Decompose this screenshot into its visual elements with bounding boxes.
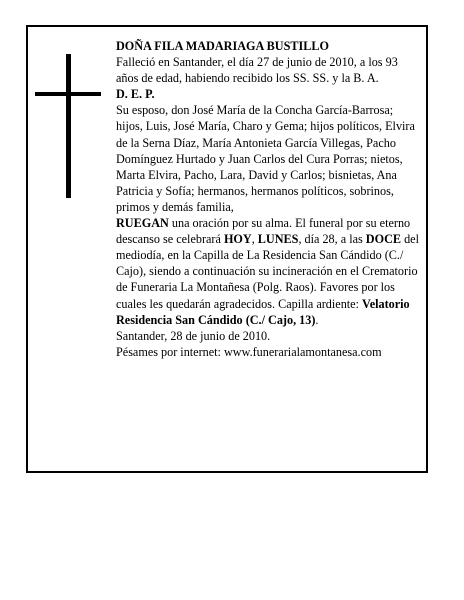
dep-heading: D. E. P. bbox=[116, 87, 155, 102]
condolences-website: Pésames por internet: www.funerarialamontanesa.com bbox=[116, 344, 382, 359]
cross-horizontal-bar bbox=[35, 92, 101, 96]
funeral-text-4: . bbox=[315, 312, 319, 327]
funeral-hoy: HOY bbox=[223, 232, 252, 247]
funeral-text-1: una oración por su alma. El funeral por su eterno descanso se celebrará bbox=[116, 216, 411, 247]
ruegan-text: RUEGAN bbox=[116, 216, 169, 231]
velatorio-location: Velatorio Residencia San Cándido (C./ Cajo, 13) bbox=[116, 296, 410, 327]
funeral-text-2: , día 28, a las bbox=[298, 232, 366, 247]
obituary-text bbox=[116, 38, 422, 360]
funeral-text-3: del mediodía, en la Capilla de La Residencia San Cándido (C./ Cajo), siendo a continuación su incineración en el Crematorio de Funeraria La Montañesa (Polg. Raos). Favores por los cuales les quedarán agradecidos. Capilla ardiente: bbox=[116, 232, 419, 311]
cross-vertical-bar bbox=[66, 54, 71, 198]
funeral-details bbox=[116, 215, 422, 328]
place-date: Santander, 28 de junio de 2010. bbox=[116, 328, 271, 343]
cross-icon bbox=[35, 54, 101, 198]
deceased-name: DOÑA FILA MADARIAGA BUSTILLO bbox=[116, 39, 329, 53]
funeral-separator: , bbox=[251, 232, 258, 247]
family-list: Su esposo, don José María de la Concha García-Barrosa; hijos, Luis, José María, Charo y Gema; hijos políticos, Elvira de la Serna Díaz, María Antonieta García Villegas, Pacho Domínguez Hurtado y Juan Carlos del Cura Porras; nietos, Marta Elvira, Pacho, Lara, David y Carlos; bisnietas, Ana Patricia y Sofía; hermanos, hermanos políticos, sobrinos, primos y demás familia, bbox=[116, 103, 415, 214]
death-announcement: Falleció en Santander, el día 27 de junio de 2010, a los 93 años de edad, habiendo recibido los SS. SS. y la B. A. bbox=[116, 55, 398, 86]
funeral-lunes: LUNES bbox=[257, 232, 299, 247]
funeral-doce: DOCE bbox=[365, 232, 402, 247]
